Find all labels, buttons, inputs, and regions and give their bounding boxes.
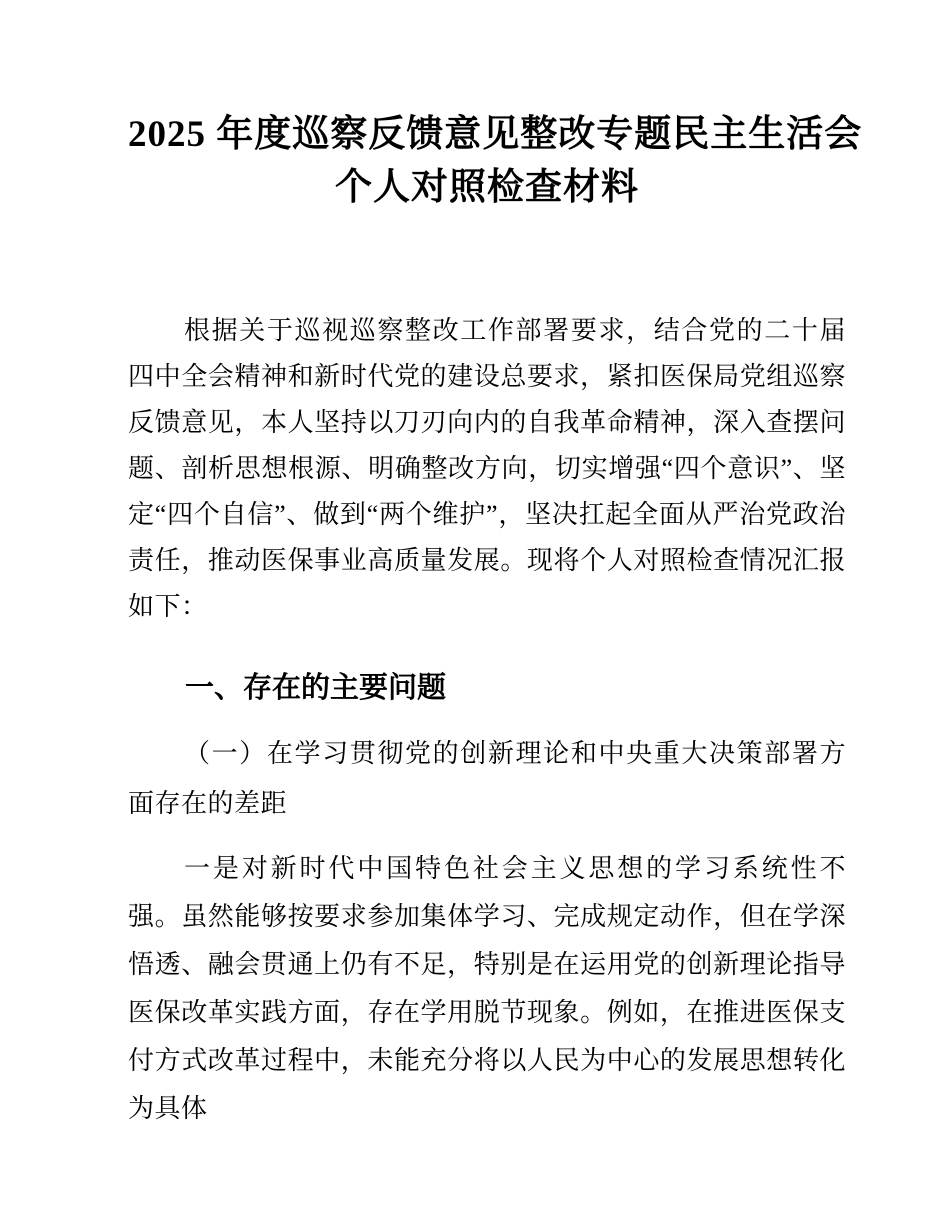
document-title-line-1: 2025 年度巡察反馈意见整改专题民主生活会 xyxy=(128,114,863,155)
section-1-subheading-1: （一）在学习贯彻党的创新理论和中央重大决策部署方面存在的差距 xyxy=(128,739,846,818)
section-1-paragraph-1: 一是对新时代中国特色社会主义思想的学习系统性不强。虽然能够按要求参加集体学习、完成规定动作，但在学深悟透、融会贯通上仍有不足，特别是在运用党的创新理论指导医保改革实践方面，存在学用脱节现象。例如，在推进医保支付方式改革过程中，未能充分将以人民为中心的发展思想转化为具体 xyxy=(128,854,846,1123)
section-1-heading: 一、存在的主要问题 xyxy=(185,672,447,704)
document-title xyxy=(128,108,863,214)
intro-paragraph: 根据关于巡视巡察整改工作部署要求，结合党的二十届四中全会精神和新时代党的建设总要求，紧扣医保局党组巡察反馈意见，本人坚持以刀刃向内的自我革命精神，深入查摆问题、剖析思想根源、明确整改方向，切实增强“四个意识”、坚定“四个自信”、做到“两个维护”，坚决扛起全面从严治党政治责任，推动医保事业高质量发展。现将个人对照检查情况汇报如下： xyxy=(128,316,846,621)
document-title-line-2: 个人对照检查材料 xyxy=(335,167,639,208)
